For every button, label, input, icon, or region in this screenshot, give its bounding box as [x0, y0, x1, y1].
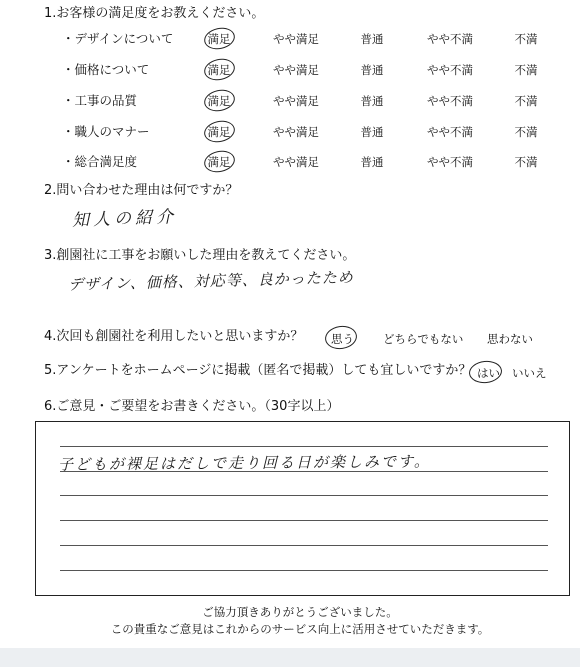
rating-row-overall	[0, 153, 580, 171]
q1-title: 1.お客様の満足度をお教えください。	[44, 6, 265, 21]
option-somewhat-dissatisfied: やや不満	[427, 94, 473, 108]
option-neutral: 普通	[360, 63, 384, 77]
rating-label: ・総合満足度	[62, 154, 138, 169]
option-satisfied: 満足	[207, 32, 231, 46]
option-somewhat-dissatisfied: やや不満	[427, 32, 473, 46]
rating-label: ・職人のマナー	[62, 124, 150, 139]
option-satisfied: 満足	[207, 94, 231, 108]
option-satisfied: 満足	[207, 63, 231, 77]
rating-label: ・デザインについて	[62, 31, 174, 46]
option-somewhat-satisfied: やや満足	[273, 155, 319, 169]
option-somewhat-satisfied: やや満足	[273, 32, 319, 46]
option-neutral: 普通	[360, 94, 384, 108]
ruled-line	[60, 545, 548, 546]
option-dissatisfied: 不満	[514, 63, 538, 77]
q5-title: 5.アンケートをホームページに掲載（匿名で掲載）しても宜しいですか？	[44, 363, 472, 378]
q4-title: 4.次回も創園社を利用したいと思いますか？	[44, 329, 304, 344]
ruled-line	[60, 495, 548, 496]
option-somewhat-satisfied: やや満足	[273, 63, 319, 77]
option-neutral: 普通	[360, 125, 384, 139]
q6-handwritten-answer: 子どもが裸足はだしで走り回る日が楽しみです。	[57, 452, 431, 474]
option-dissatisfied: 不満	[514, 125, 538, 139]
q4-option-no: 思わない	[487, 332, 533, 346]
ruled-line	[60, 570, 548, 571]
rating-label: ・工事の品質	[62, 93, 138, 108]
rating-row-manners	[0, 123, 580, 141]
ruled-line	[60, 446, 548, 447]
q2-handwritten-answer: 知人の紹介	[71, 207, 178, 231]
option-dissatisfied: 不満	[514, 94, 538, 108]
q5-option-no: いいえ	[512, 366, 547, 380]
bottom-margin-band	[0, 648, 580, 667]
thank-you-line: ご協力頂きありがとうございました。	[202, 605, 398, 619]
q6-title: 6.ご意見・ご要望をお書きください。（30字以上）	[44, 399, 340, 414]
rating-row-design	[0, 30, 580, 48]
ruled-line	[60, 520, 548, 521]
rating-row-price	[0, 61, 580, 79]
option-somewhat-dissatisfied: やや不満	[427, 155, 473, 169]
q4-option-neither: どちらでもない	[383, 332, 464, 346]
q4-option-yes: 思う	[331, 332, 354, 346]
option-neutral: 普通	[360, 155, 384, 169]
rating-row-quality	[0, 92, 580, 110]
option-satisfied: 満足	[207, 155, 231, 169]
q3-handwritten-answer: デザイン、価格、対応等、良かったため	[67, 268, 354, 294]
q2-title: 2.問い合わせた理由は何ですか？	[44, 183, 239, 198]
rating-label: ・価格について	[62, 62, 150, 77]
option-somewhat-dissatisfied: やや不満	[427, 63, 473, 77]
option-somewhat-satisfied: やや満足	[273, 125, 319, 139]
comment-box	[35, 421, 570, 596]
option-neutral: 普通	[360, 32, 384, 46]
option-somewhat-dissatisfied: やや不満	[427, 125, 473, 139]
q5-option-yes: はい	[477, 366, 500, 380]
option-satisfied: 満足	[207, 125, 231, 139]
option-somewhat-satisfied: やや満足	[273, 94, 319, 108]
hand-drawn-circle-mark	[324, 324, 359, 351]
q3-title: 3.創園社に工事をお願いした理由を教えてください。	[44, 248, 356, 263]
thank-you-note: この貴重なご意見はこれからのサービス向上に活用させていただきます。	[110, 622, 490, 636]
option-dissatisfied: 不満	[514, 32, 538, 46]
option-dissatisfied: 不満	[514, 155, 538, 169]
